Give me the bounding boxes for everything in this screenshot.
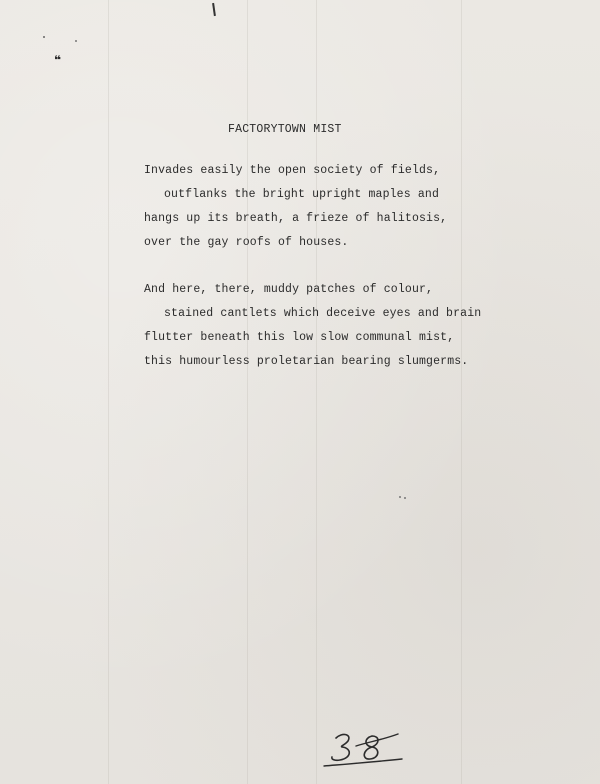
ink-smudge-mark: ❝	[54, 53, 62, 67]
ink-speck	[399, 496, 401, 498]
poem-line: hangs up its breath, a frieze of halitosis,	[144, 212, 448, 225]
page-number-handwriting-icon	[318, 726, 408, 772]
poem-line: And here, there, muddy patches of colour,	[144, 283, 434, 296]
poem-line: flutter beneath this low slow communal mist,	[144, 331, 455, 344]
poem-line: Invades easily the open society of fields,	[144, 164, 441, 177]
paper-fold-line	[247, 0, 248, 784]
ink-speck	[404, 497, 406, 499]
paper-fold-line	[461, 0, 462, 784]
poem-line: stained cantlets which deceive eyes and brain	[164, 307, 482, 320]
poem-line: over the gay roofs of houses.	[144, 236, 349, 249]
ink-speck	[43, 36, 45, 38]
poem-title: FACTORYTOWN MIST	[228, 123, 342, 136]
ink-speck	[75, 40, 77, 42]
poem-line: outflanks the bright upright maples and	[164, 188, 439, 201]
ink-tick-mark	[212, 3, 216, 16]
paper-fold-line	[108, 0, 109, 784]
paper-fold-line	[316, 0, 317, 784]
poem-line: this humourless proletarian bearing slumgerms.	[144, 355, 469, 368]
handwritten-page-number	[318, 726, 408, 777]
